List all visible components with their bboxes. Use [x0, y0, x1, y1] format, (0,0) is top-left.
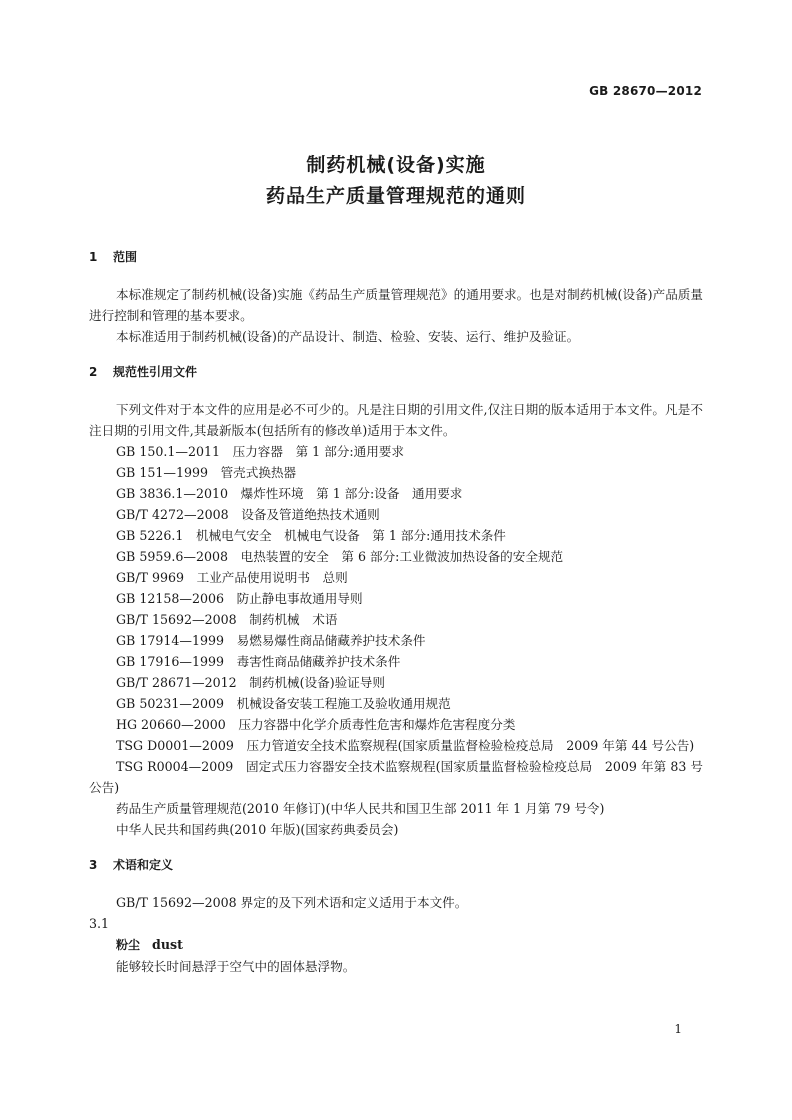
- page-number: 1: [674, 1022, 682, 1036]
- reference-item: GB 151—1999 管壳式换热器: [116, 465, 297, 480]
- document-code: GB 28670—2012: [589, 84, 702, 98]
- reference-item: 药品生产质量管理规范(2010 年修订)(中华人民共和国卫生部 2011 年 1 月第 79 号令): [116, 801, 605, 816]
- document-body: [89, 247, 703, 977]
- reference-item: GB 50231—2009 机械设备安装工程施工及验收通用规范: [116, 696, 451, 711]
- clause-number: 3.1: [89, 916, 110, 931]
- section-title: 范围: [113, 250, 138, 264]
- reference-item: GB 5226.1 机械电气安全 机械电气设备 第 1 部分:通用技术条件: [116, 528, 506, 543]
- scope-paragraph: 本标准规定了制药机械(设备)实施《药品生产质量管理规范》的通用要求。也是对制药机械(设备)产品质量进行控制和管理的基本要求。: [89, 287, 703, 323]
- term-english: dust: [152, 937, 183, 952]
- reference-item: GB 12158—2006 防止静电事故通用导则: [116, 591, 363, 606]
- section-heading-terms-definitions: [89, 855, 703, 876]
- section-heading-scope: [89, 247, 703, 268]
- scope-paragraph: 本标准适用于制药机械(设备)的产品设计、制造、检验、安装、运行、维护及验证。: [116, 329, 580, 344]
- term-entry: [89, 934, 703, 956]
- term-definition: 能够较长时间悬浮于空气中的固体悬浮物。: [116, 959, 356, 974]
- term-chinese: 粉尘: [116, 938, 141, 952]
- reference-item: TSG R0004—2009 固定式压力容器安全技术监察规程(国家质量监督检验检疫总局 2009 年第 83 号公告): [89, 759, 703, 795]
- section-number: 2: [89, 365, 98, 379]
- reference-item: GB 3836.1—2010 爆炸性环境 第 1 部分:设备 通用要求: [116, 486, 463, 501]
- reference-item: 中华人民共和国药典(2010 年版)(国家药典委员会): [116, 822, 399, 837]
- section-number: 1: [89, 250, 98, 264]
- section-number: 3: [89, 858, 98, 872]
- section-title: 规范性引用文件: [113, 365, 198, 379]
- terms-intro: GB/T 15692—2008 界定的及下列术语和定义适用于本文件。: [116, 895, 468, 910]
- reference-item: GB/T 15692—2008 制药机械 术语: [116, 612, 338, 627]
- section-title: 术语和定义: [113, 858, 174, 872]
- reference-item: GB 17916—1999 毒害性商品储藏养护技术条件: [116, 654, 401, 669]
- reference-item: TSG D0001—2009 压力管道安全技术监察规程(国家质量监督检验检疫总局 2009 年第 44 号公告): [116, 738, 695, 753]
- section-heading-normative-references: [89, 362, 703, 383]
- reference-item: GB/T 9969 工业产品使用说明书 总则: [116, 570, 348, 585]
- reference-item: GB/T 4272—2008 设备及管道绝热技术通则: [116, 507, 380, 522]
- reference-item: GB 17914—1999 易燃易爆性商品储藏养护技术条件: [116, 633, 426, 648]
- document-title-line-2: 药品生产质量管理规范的通则: [265, 185, 526, 207]
- document-title-line-1: 制药机械(设备)实施: [306, 154, 486, 176]
- reference-item: GB 5959.6—2008 电热装置的安全 第 6 部分:工业微波加热设备的安全规范: [116, 549, 564, 564]
- reference-item: GB 150.1—2011 压力容器 第 1 部分:通用要求: [116, 444, 404, 459]
- references-intro: 下列文件对于本文件的应用是必不可少的。凡是注日期的引用文件,仅注日期的版本适用于本文件。凡是不注日期的引用文件,其最新版本(包括所有的修改单)适用于本文件。: [89, 402, 703, 438]
- reference-item: GB/T 28671—2012 制药机械(设备)验证导则: [116, 675, 386, 690]
- reference-item: HG 20660—2000 压力容器中化学介质毒性危害和爆炸危害程度分类: [116, 717, 516, 732]
